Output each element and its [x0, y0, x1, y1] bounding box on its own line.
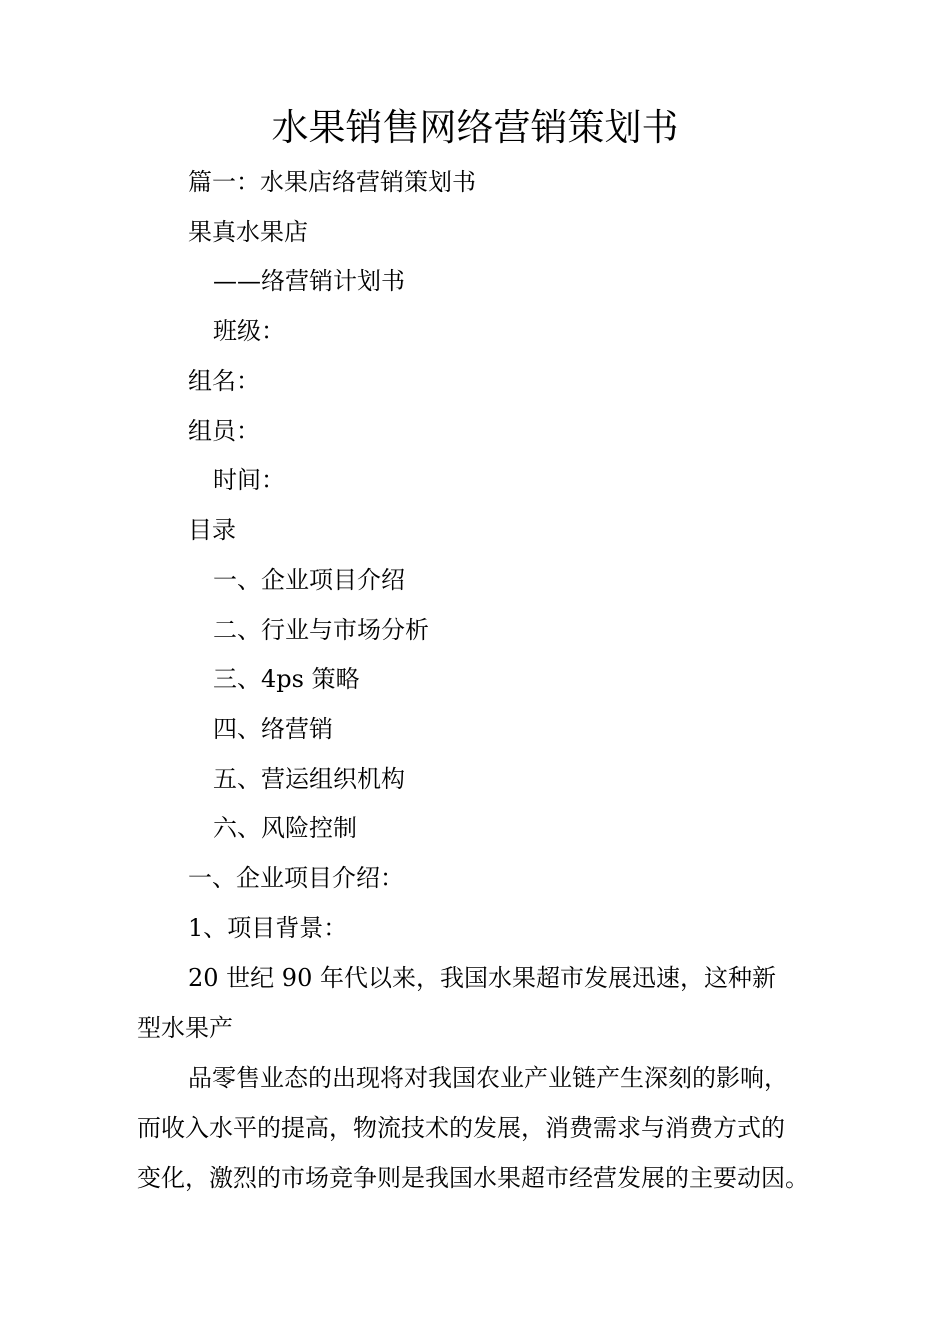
field-group-name: 组名：	[188, 367, 260, 395]
plan-subtitle: ——络营销计划书	[213, 267, 405, 295]
paragraph-line: 品零售业态的出现将对我国农业产业链产生深刻的影响，	[188, 1064, 788, 1092]
paragraph-line: 型水果产	[137, 1014, 233, 1042]
field-class: 班级：	[213, 317, 285, 345]
toc-item: 六、风险控制	[213, 814, 357, 842]
paragraph-line: 而收入水平的提高，物流技术的发展，消费需求与消费方式的	[137, 1114, 785, 1142]
document-title: 水果销售网络营销策划书	[271, 106, 679, 149]
paragraph-line: 变化，激烈的市场竞争则是我国水果超市经营发展的主要动因。	[137, 1164, 809, 1192]
section-heading: 一、企业项目介绍：	[188, 864, 404, 892]
toc-item: 四、络营销	[213, 715, 333, 743]
field-time: 时间：	[213, 466, 285, 494]
paragraph-line: 20 世纪 90 年代以来，我国水果超市发展迅速，这种新	[188, 964, 776, 992]
subsection-heading: 1、项目背景：	[188, 914, 348, 942]
toc-item: 二、行业与市场分析	[213, 616, 429, 644]
toc-item: 一、企业项目介绍	[213, 566, 405, 594]
toc-heading: 目录	[188, 516, 236, 544]
store-name: 果真水果店	[188, 218, 308, 246]
field-members: 组员：	[188, 417, 260, 445]
section-heading: 篇一：水果店络营销策划书	[188, 168, 476, 196]
toc-item: 三、4ps 策略	[213, 665, 360, 693]
toc-item: 五、营运组织机构	[213, 765, 405, 793]
